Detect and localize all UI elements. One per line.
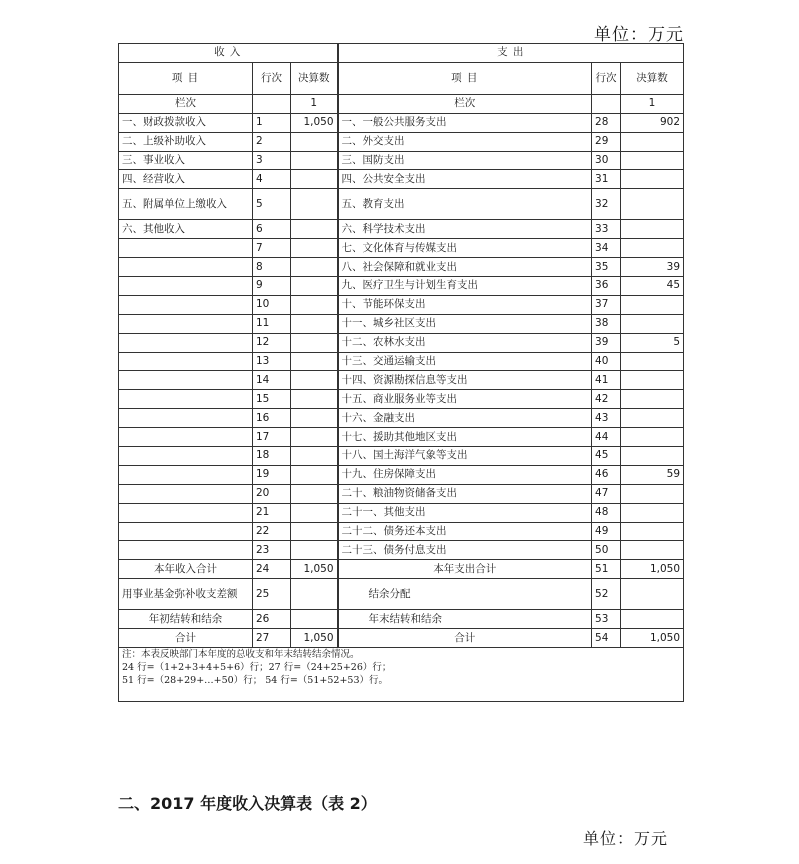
income-item-name: 五、附属单位上缴收入 bbox=[119, 189, 253, 220]
table-row bbox=[119, 239, 684, 258]
income-line-number: 14 bbox=[253, 371, 291, 390]
expense-line-number: 35 bbox=[592, 258, 621, 277]
income-item-name: 二、上级补助收入 bbox=[119, 132, 253, 151]
expense-amount bbox=[621, 390, 684, 409]
expense-line-number: 49 bbox=[592, 522, 621, 541]
income-total-line: 27 bbox=[253, 629, 291, 648]
income-amount bbox=[291, 220, 338, 239]
table-row bbox=[119, 428, 684, 447]
income-line-number: 5 bbox=[253, 189, 291, 220]
income-amount bbox=[291, 465, 338, 484]
table-row bbox=[119, 371, 684, 390]
income-total-amount: 1,050 bbox=[291, 560, 338, 579]
income-line-number: 3 bbox=[253, 151, 291, 170]
income-line-number: 18 bbox=[253, 447, 291, 466]
income-total-amount bbox=[291, 610, 338, 629]
expense-item-name: 十四、资源勘探信息等支出 bbox=[338, 371, 592, 390]
expense-amount bbox=[621, 220, 684, 239]
expense-item-name: 十九、住房保障支出 bbox=[338, 465, 592, 484]
notes-row bbox=[119, 648, 684, 702]
expense-total-label: 年末结转和结余 bbox=[338, 610, 592, 629]
income-item-name bbox=[119, 465, 253, 484]
income-item-name bbox=[119, 484, 253, 503]
table-row bbox=[119, 151, 684, 170]
income-item-name bbox=[119, 409, 253, 428]
expense-line-number: 33 bbox=[592, 220, 621, 239]
income-total-label: 本年收入合计 bbox=[119, 560, 253, 579]
income-amount bbox=[291, 151, 338, 170]
table-row bbox=[119, 465, 684, 484]
expense-item-name: 二十、粮油物资储备支出 bbox=[338, 484, 592, 503]
expense-item-name: 二十二、债务还本支出 bbox=[338, 522, 592, 541]
expense-amount: 39 bbox=[621, 258, 684, 277]
income-item-name bbox=[119, 390, 253, 409]
expense-item-name: 十五、商业服务业等支出 bbox=[338, 390, 592, 409]
income-amount bbox=[291, 371, 338, 390]
expense-item-name: 一、一般公共服务支出 bbox=[338, 113, 592, 132]
expense-amount: 45 bbox=[621, 277, 684, 296]
income-expense-table bbox=[118, 43, 684, 702]
expense-item-name: 八、社会保障和就业支出 bbox=[338, 258, 592, 277]
expense-amount bbox=[621, 447, 684, 466]
income-total-line: 24 bbox=[253, 560, 291, 579]
income-total-label: 用事业基金弥补收支差额 bbox=[119, 579, 253, 610]
table-section-header-row bbox=[119, 44, 684, 63]
expense-line-number: 42 bbox=[592, 390, 621, 409]
expense-total-amount bbox=[621, 610, 684, 629]
expense-line-number: 31 bbox=[592, 170, 621, 189]
expense-line-number: 38 bbox=[592, 314, 621, 333]
expense-amount bbox=[621, 484, 684, 503]
total-row bbox=[119, 560, 684, 579]
expense-amount bbox=[621, 314, 684, 333]
table-row bbox=[119, 447, 684, 466]
expense-amount-header: 决算数 bbox=[621, 62, 684, 94]
income-item-name bbox=[119, 314, 253, 333]
income-line-number: 19 bbox=[253, 465, 291, 484]
expense-total-line: 51 bbox=[592, 560, 621, 579]
income-line-number: 8 bbox=[253, 258, 291, 277]
expense-line-number: 28 bbox=[592, 113, 621, 132]
expense-line-number: 37 bbox=[592, 295, 621, 314]
income-line-number: 11 bbox=[253, 314, 291, 333]
expense-amount bbox=[621, 409, 684, 428]
expense-line-number: 36 bbox=[592, 277, 621, 296]
expense-column-line-blank bbox=[592, 94, 621, 113]
total-rows bbox=[119, 560, 684, 648]
column-index-row bbox=[119, 94, 684, 113]
income-line-number: 12 bbox=[253, 333, 291, 352]
table-row bbox=[119, 541, 684, 560]
table-row bbox=[119, 484, 684, 503]
expense-item-name: 十六、金融支出 bbox=[338, 409, 592, 428]
table-row bbox=[119, 314, 684, 333]
income-amount-header: 决算数 bbox=[291, 62, 338, 94]
expense-column-number: 1 bbox=[621, 94, 684, 113]
income-line-number: 7 bbox=[253, 239, 291, 258]
expense-total-label: 合计 bbox=[338, 629, 592, 648]
income-column-label: 栏次 bbox=[119, 94, 253, 113]
income-item-name bbox=[119, 352, 253, 371]
expense-total-line: 54 bbox=[592, 629, 621, 648]
table-row bbox=[119, 132, 684, 151]
income-item-name bbox=[119, 447, 253, 466]
note-line: 51 行=（28+29+…+50）行； 54 行=（51+52+53）行。 bbox=[122, 675, 388, 687]
income-line-number: 17 bbox=[253, 428, 291, 447]
income-item-name bbox=[119, 503, 253, 522]
table-row bbox=[119, 113, 684, 132]
income-item-header: 项 目 bbox=[119, 62, 253, 94]
detail-rows bbox=[119, 113, 684, 560]
income-line-number: 6 bbox=[253, 220, 291, 239]
expense-item-name: 十二、农林水支出 bbox=[338, 333, 592, 352]
expense-amount bbox=[621, 541, 684, 560]
expense-item-name: 二、外交支出 bbox=[338, 132, 592, 151]
table-row bbox=[119, 352, 684, 371]
income-amount bbox=[291, 522, 338, 541]
unit-label-bottom: 单位：万元 bbox=[583, 829, 669, 848]
income-total-label: 年初结转和结余 bbox=[119, 610, 253, 629]
income-line-number: 22 bbox=[253, 522, 291, 541]
income-amount bbox=[291, 170, 338, 189]
expense-line-number: 50 bbox=[592, 541, 621, 560]
expense-amount: 59 bbox=[621, 465, 684, 484]
income-line-number: 10 bbox=[253, 295, 291, 314]
expense-item-name: 五、教育支出 bbox=[338, 189, 592, 220]
expense-line-number: 43 bbox=[592, 409, 621, 428]
income-amount bbox=[291, 239, 338, 258]
total-row bbox=[119, 610, 684, 629]
expense-amount bbox=[621, 239, 684, 258]
expense-item-name: 九、医疗卫生与计划生育支出 bbox=[338, 277, 592, 296]
income-amount bbox=[291, 541, 338, 560]
income-amount bbox=[291, 503, 338, 522]
section-title: 二、2017 年度收入决算表（表 2） bbox=[118, 794, 377, 813]
income-item-name: 一、财政拨款收入 bbox=[119, 113, 253, 132]
expense-amount bbox=[621, 132, 684, 151]
income-line-number: 23 bbox=[253, 541, 291, 560]
income-amount bbox=[291, 409, 338, 428]
income-total-line: 25 bbox=[253, 579, 291, 610]
expense-total-label: 结余分配 bbox=[338, 579, 592, 610]
income-item-name: 三、事业收入 bbox=[119, 151, 253, 170]
expense-line-number: 41 bbox=[592, 371, 621, 390]
income-item-name: 四、经营收入 bbox=[119, 170, 253, 189]
expense-amount bbox=[621, 371, 684, 390]
income-total-line: 26 bbox=[253, 610, 291, 629]
income-amount bbox=[291, 258, 338, 277]
total-row bbox=[119, 579, 684, 610]
expense-line-number: 45 bbox=[592, 447, 621, 466]
income-item-name bbox=[119, 239, 253, 258]
income-line-number: 9 bbox=[253, 277, 291, 296]
income-amount bbox=[291, 189, 338, 220]
expense-item-name: 七、文化体育与传媒支出 bbox=[338, 239, 592, 258]
income-line-number: 20 bbox=[253, 484, 291, 503]
income-item-name bbox=[119, 541, 253, 560]
expense-item-name: 十七、援助其他地区支出 bbox=[338, 428, 592, 447]
expense-line-number: 46 bbox=[592, 465, 621, 484]
table-row bbox=[119, 522, 684, 541]
expense-item-name: 二十三、债务付息支出 bbox=[338, 541, 592, 560]
income-amount bbox=[291, 390, 338, 409]
expense-item-name: 二十一、其他支出 bbox=[338, 503, 592, 522]
table-row bbox=[119, 258, 684, 277]
expense-item-name: 十一、城乡社区支出 bbox=[338, 314, 592, 333]
note-line: 注：本表反映部门本年度的总收支和年末结转结余情况。 bbox=[122, 649, 360, 661]
income-amount bbox=[291, 314, 338, 333]
income-amount bbox=[291, 277, 338, 296]
expense-item-name: 三、国防支出 bbox=[338, 151, 592, 170]
expense-line-number: 34 bbox=[592, 239, 621, 258]
table-row bbox=[119, 277, 684, 296]
expense-total-amount: 1,050 bbox=[621, 560, 684, 579]
income-line-header: 行次 bbox=[253, 62, 291, 94]
table-notes bbox=[119, 648, 684, 702]
income-item-name bbox=[119, 333, 253, 352]
income-item-name bbox=[119, 277, 253, 296]
expense-line-header: 行次 bbox=[592, 62, 621, 94]
income-section-header: 收 入 bbox=[119, 44, 338, 63]
income-line-number: 16 bbox=[253, 409, 291, 428]
income-total-label: 合计 bbox=[119, 629, 253, 648]
expense-line-number: 47 bbox=[592, 484, 621, 503]
unit-label-top: 单位：万元 bbox=[594, 25, 684, 45]
income-line-number: 15 bbox=[253, 390, 291, 409]
income-column-number: 1 bbox=[291, 94, 338, 113]
income-line-number: 2 bbox=[253, 132, 291, 151]
income-line-number: 13 bbox=[253, 352, 291, 371]
expense-item-name: 四、公共安全支出 bbox=[338, 170, 592, 189]
expense-item-name: 十三、交通运输支出 bbox=[338, 352, 592, 371]
income-amount bbox=[291, 295, 338, 314]
expense-line-number: 32 bbox=[592, 189, 621, 220]
expense-total-line: 53 bbox=[592, 610, 621, 629]
income-amount bbox=[291, 447, 338, 466]
expense-amount bbox=[621, 170, 684, 189]
income-amount bbox=[291, 484, 338, 503]
income-column-line-blank bbox=[253, 94, 291, 113]
income-line-number: 1 bbox=[253, 113, 291, 132]
note-line: 24 行=（1+2+3+4+5+6）行；27 行=（24+25+26）行； bbox=[122, 662, 392, 674]
table-row bbox=[119, 220, 684, 239]
expense-item-name: 十八、国土海洋气象等支出 bbox=[338, 447, 592, 466]
total-row bbox=[119, 629, 684, 648]
income-item-name bbox=[119, 428, 253, 447]
expense-total-amount bbox=[621, 579, 684, 610]
expense-amount: 902 bbox=[621, 113, 684, 132]
income-amount bbox=[291, 132, 338, 151]
expense-item-name: 六、科学技术支出 bbox=[338, 220, 592, 239]
expense-total-label: 本年支出合计 bbox=[338, 560, 592, 579]
income-total-amount: 1,050 bbox=[291, 629, 338, 648]
income-amount bbox=[291, 352, 338, 371]
income-amount bbox=[291, 333, 338, 352]
expense-item-header: 项 目 bbox=[338, 62, 592, 94]
income-total-amount bbox=[291, 579, 338, 610]
table-row bbox=[119, 409, 684, 428]
expense-item-name: 十、节能环保支出 bbox=[338, 295, 592, 314]
income-line-number: 4 bbox=[253, 170, 291, 189]
table-row bbox=[119, 503, 684, 522]
expense-amount bbox=[621, 503, 684, 522]
table-row bbox=[119, 333, 684, 352]
table-row bbox=[119, 295, 684, 314]
expense-line-number: 39 bbox=[592, 333, 621, 352]
income-item-name bbox=[119, 295, 253, 314]
expense-line-number: 44 bbox=[592, 428, 621, 447]
income-amount bbox=[291, 428, 338, 447]
expense-section-header: 支 出 bbox=[338, 44, 684, 63]
expense-amount: 5 bbox=[621, 333, 684, 352]
expense-amount bbox=[621, 189, 684, 220]
income-item-name: 六、其他收入 bbox=[119, 220, 253, 239]
table-row bbox=[119, 170, 684, 189]
table-row bbox=[119, 189, 684, 220]
expense-amount bbox=[621, 428, 684, 447]
income-amount: 1,050 bbox=[291, 113, 338, 132]
expense-amount bbox=[621, 295, 684, 314]
income-item-name bbox=[119, 258, 253, 277]
expense-column-label: 栏次 bbox=[338, 94, 592, 113]
expense-line-number: 29 bbox=[592, 132, 621, 151]
table-row bbox=[119, 390, 684, 409]
expense-amount bbox=[621, 522, 684, 541]
expense-line-number: 48 bbox=[592, 503, 621, 522]
table-column-header-row bbox=[119, 62, 684, 94]
income-item-name bbox=[119, 371, 253, 390]
expense-amount bbox=[621, 352, 684, 371]
expense-total-amount: 1,050 bbox=[621, 629, 684, 648]
income-line-number: 21 bbox=[253, 503, 291, 522]
expense-line-number: 40 bbox=[592, 352, 621, 371]
expense-total-line: 52 bbox=[592, 579, 621, 610]
expense-line-number: 30 bbox=[592, 151, 621, 170]
income-item-name bbox=[119, 522, 253, 541]
expense-amount bbox=[621, 151, 684, 170]
